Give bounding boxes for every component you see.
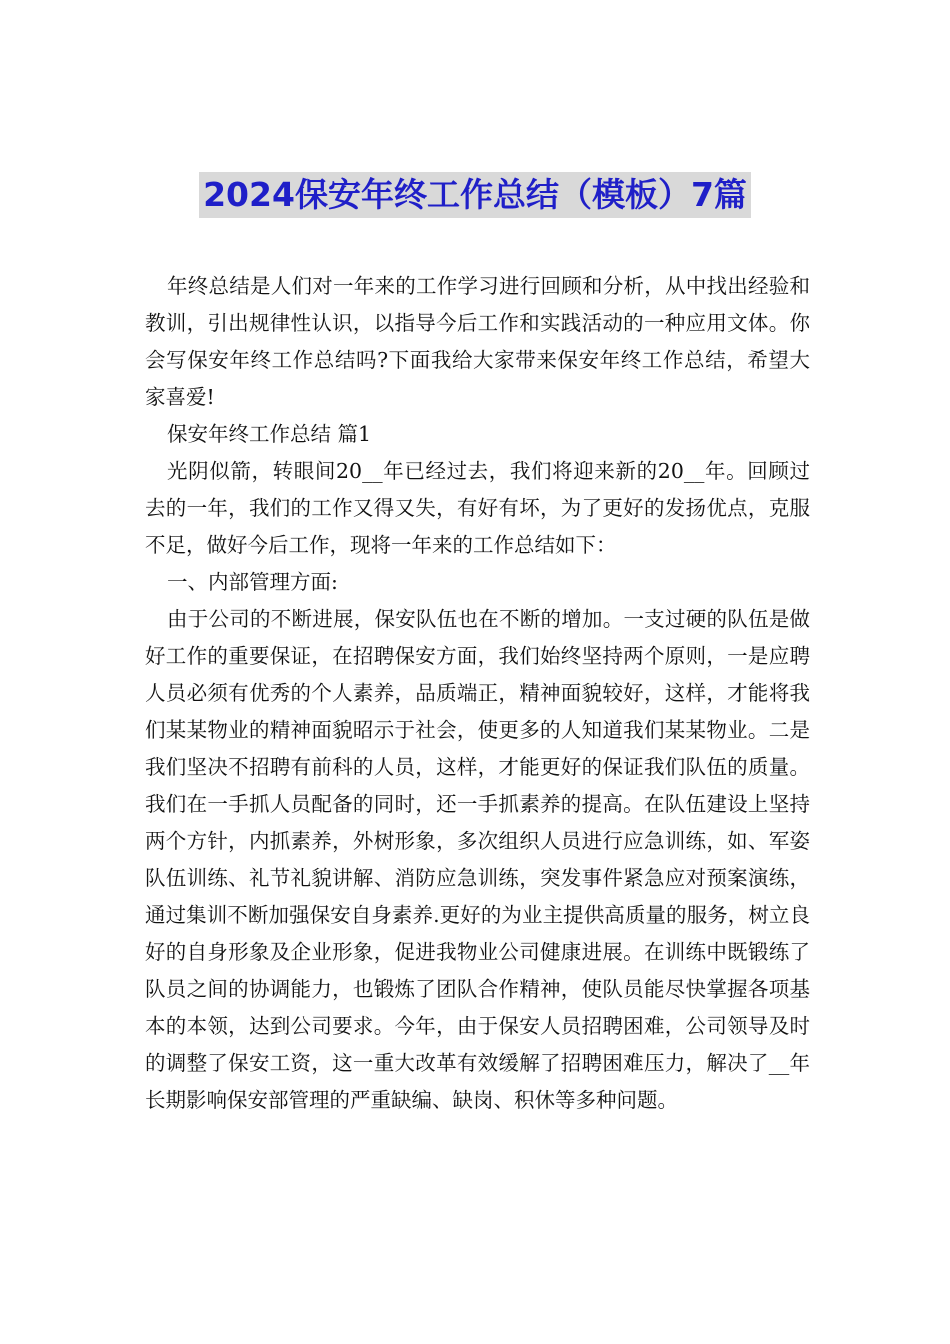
intro-paragraph: 年终总结是人们对一年来的工作学习进行回顾和分析，从中找出经验和教训，引出规律性认识，以指导今后工作和实践活动的一种应用文体。你会写保安年终工作总结吗?下面我给大家带来保安年终工作总结，希望大家喜爱! <box>145 274 810 409</box>
title-container <box>0 172 950 218</box>
body-paragraph-2: 由于公司的不断进展，保安队伍也在不断的增加。一支过硬的队伍是做好工作的重要保证，在招聘保安方面，我们始终坚持两个原则，一是应聘人员必须有优秀的个人素养，品质端正，精神面貌较好，这样，才能将我们某某物业的精神面貌昭示于社会，使更多的人知道我们某某物业。二是我们坚决不招聘有前科的人员，这样，才能更好的保证我们队伍的质量。我们在一手抓人员配备的同时，还一手抓素养的提高。在队伍建设上坚持两个方针，内抓素养，外树形象，多次组织人员进行应急训练，如、军姿队伍训练、礼节礼貌讲解、消防应急训练，突发事件紧急应对预案演练，通过集训不断加强保安自身素养.更好的为业主提供高质量的服务，树立良好的自身形象及企业形象，促进我物业公司健康进展。在训练中既锻练了队员之间的协调能力，也锻炼了团队合作精神，使队员能尽快掌握各项基本的本领，达到公司要求。今年，由于保安人员招聘困难，公司领导及时的调整了保安工资，这一重大改革有效缓解了招聘困难压力，解决了__年长期影响保安部管理的严重缺编、缺岗、积休等多种问题。 <box>145 607 810 1112</box>
document-title: 2024保安年终工作总结（模板）7篇 <box>199 172 751 218</box>
section-heading-1: 保安年终工作总结 篇1 <box>167 422 372 446</box>
document-body <box>145 268 810 1119</box>
body-paragraph-1: 光阴似箭，转眼间20__年已经过去，我们将迎来新的20__年。回顾过去的一年，我们的工作又得又失，有好有坏，为了更好的发扬优点，克服不足，做好今后工作，现将一年来的工作总结如下： <box>145 459 810 557</box>
subsection-heading-internal-management: 一、内部管理方面: <box>167 570 338 594</box>
